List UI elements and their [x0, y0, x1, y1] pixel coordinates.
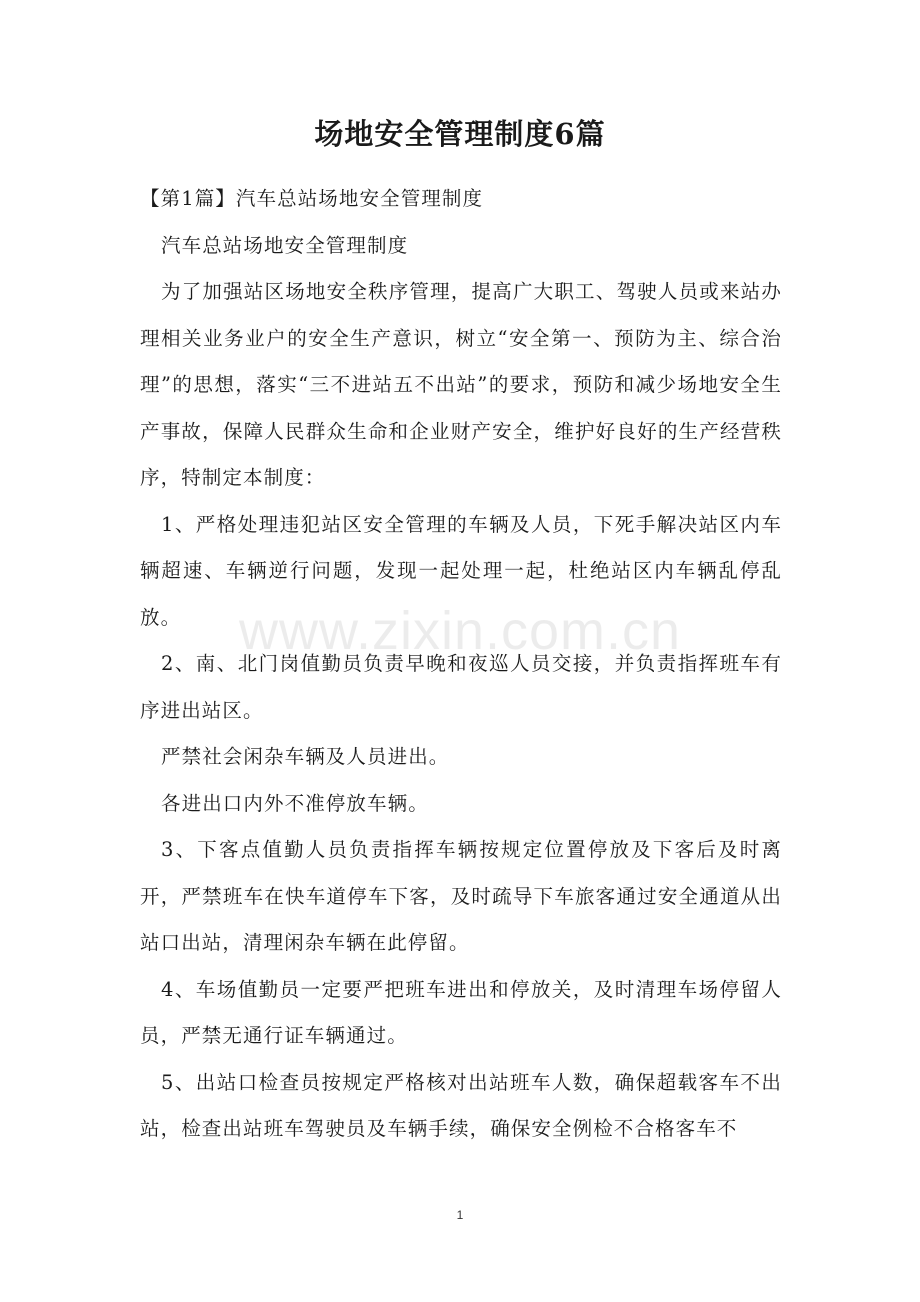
paragraph: 1、严格处理违犯站区安全管理的车辆及人员，下死手解决站区内车辆超速、车辆逆行问题，发现一起处理一起，杜绝站区内车辆乱停乱放。: [140, 512, 782, 629]
paragraph: 汽车总站场地安全管理制度: [161, 233, 409, 257]
paragraph: 严禁社会闲杂车辆及人员进出。: [161, 745, 450, 768]
paragraph: 3、下客点值勤人员负责指挥车辆按规定位置停放及下客后及时离开，严禁班车在快车道停车下客，及时疏导下车旅客通过安全通道从出站口出站，清理闲杂车辆在此停留。: [140, 838, 782, 954]
paragraph: 4、车场值勤员一定要严把班车进出和停放关，及时清理车场停留人员，严禁无通行证车辆通过。: [140, 977, 782, 1047]
document-body: [140, 176, 782, 1153]
page-title: 场地安全管理制度6篇: [314, 117, 606, 151]
paragraph: 各进出口内外不准停放车辆。: [161, 791, 429, 815]
paragraph: 5、出站口检查员按规定严格核对出站班车人数，确保超载客车不出站，检查出站班车驾驶员及车辆手续，确保安全例检不合格客车不: [140, 1070, 782, 1140]
paragraph: 2、南、北门岗值勤员负责早晚和夜巡人员交接，并负责指挥班车有序进出站区。: [140, 652, 782, 722]
section-heading: 【第1篇】汽车总站场地安全管理制度: [140, 187, 484, 210]
page-number: 1: [456, 1208, 464, 1222]
watermark: www.zixin.com.cn: [238, 601, 682, 661]
paragraph: 为了加强站区场地安全秩序管理，提高广大职工、驾驶人员或来站办理相关业务业户的安全生产意识，树立“安全第一、预防为主、综合治理”的思想，落实“三不进站五不出站”的要求，预防和减少场地安全生产事故，保障人民群众生命和企业财产安全，维护好良好的生产经营秩序，特制定本制度：: [140, 280, 782, 489]
